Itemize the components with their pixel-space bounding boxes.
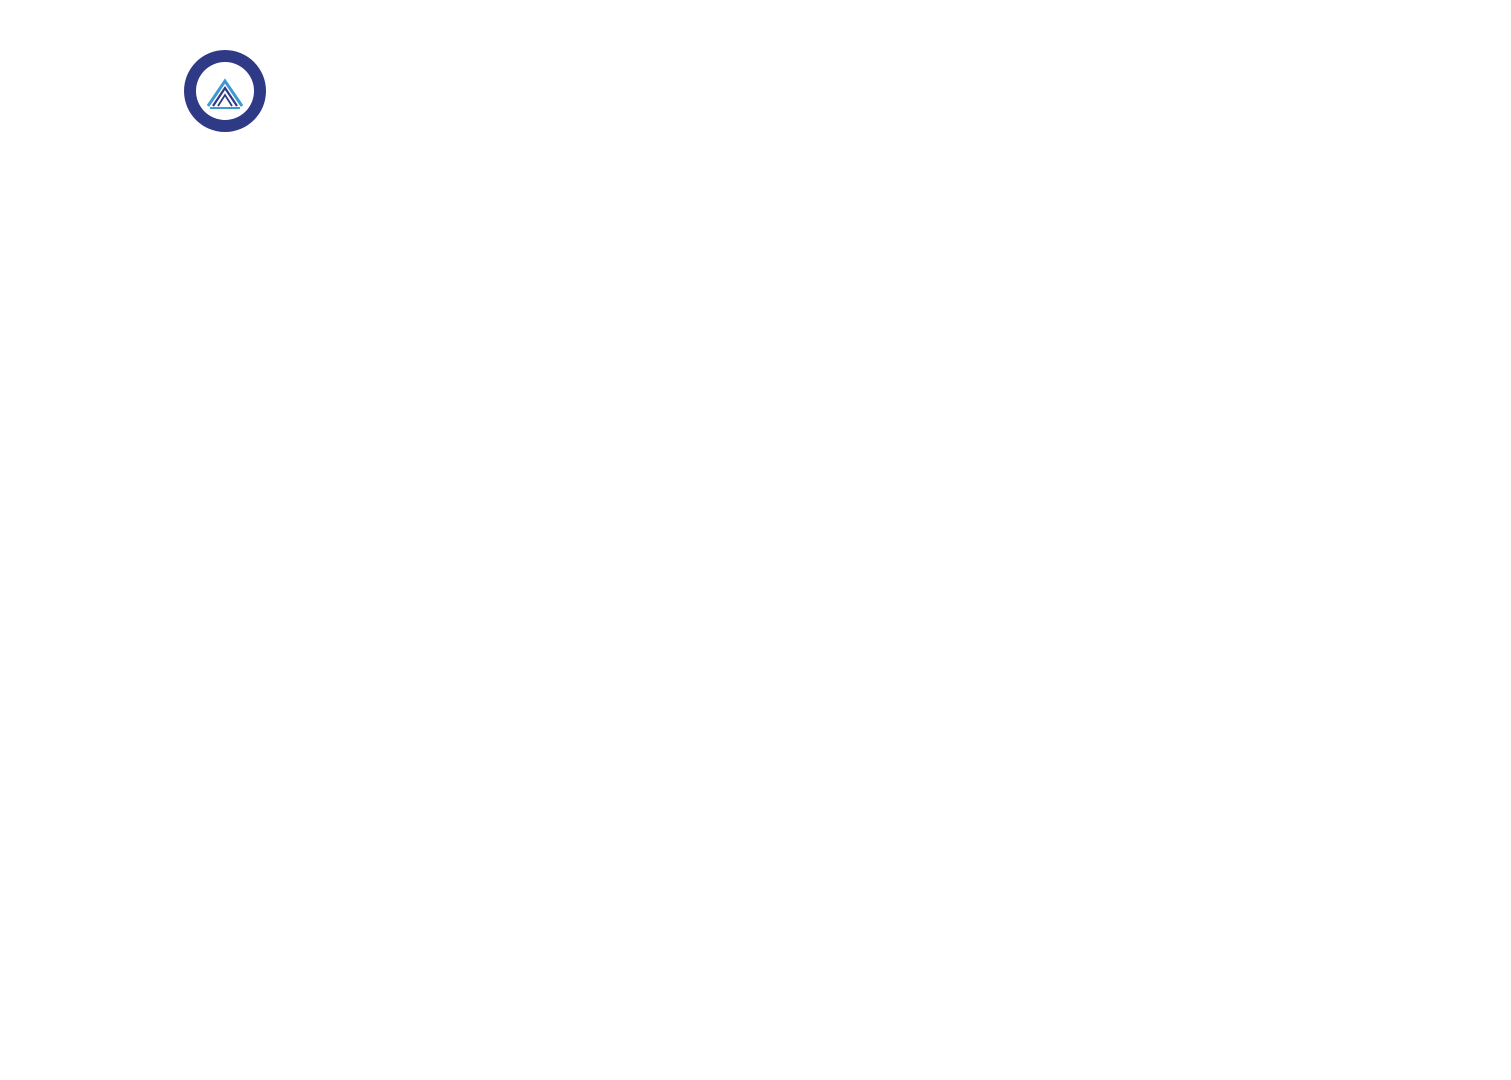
contact [940, 865, 1495, 885]
jury [940, 327, 1495, 347]
coordinators [696, 868, 946, 888]
organizing-committee [449, 868, 699, 888]
womens-day-artwork [0, 250, 440, 1010]
university-logo-block [120, 48, 330, 142]
university-seal-icon [182, 48, 268, 134]
cargo-address [449, 695, 929, 715]
